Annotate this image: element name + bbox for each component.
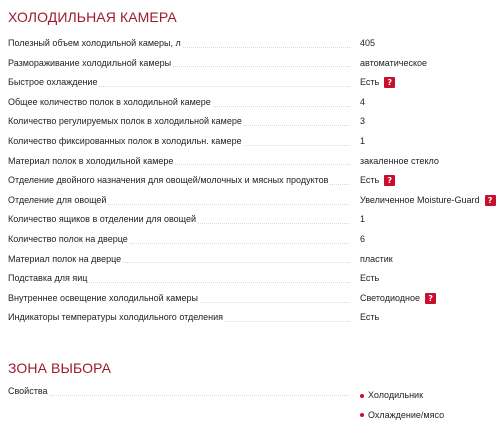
spec-label: Отделение для овощей xyxy=(8,194,107,205)
help-icon[interactable]: ? xyxy=(384,175,395,186)
dotted-leader xyxy=(244,125,350,126)
dotted-leader xyxy=(89,282,350,283)
list-item xyxy=(360,386,444,406)
help-icon[interactable]: ? xyxy=(384,77,395,88)
bullet-icon xyxy=(360,394,364,398)
spec-value: закаленное стекло xyxy=(360,155,439,166)
spec-row xyxy=(8,230,496,250)
spec-label: Материал полок на дверце xyxy=(8,253,122,264)
dotted-leader xyxy=(99,86,350,87)
spec-value: Есть xyxy=(360,77,380,88)
spec-label: Свойства xyxy=(8,386,48,396)
spec-label: Отделение двойного назначения для овощей/молочных и мясных продуктов xyxy=(8,175,329,186)
help-icon[interactable]: ? xyxy=(485,195,496,206)
spec-label: Полезный объем холодильной камеры, л xyxy=(8,38,181,48)
dotted-leader xyxy=(175,164,350,165)
dotted-leader xyxy=(244,145,350,146)
spec-label: Быстрое охлаждение xyxy=(8,77,98,88)
dotted-leader xyxy=(50,395,350,396)
spec-row xyxy=(8,308,496,328)
dotted-leader xyxy=(225,321,350,322)
spec-label: Количество регулируемых полок в холодильной камере xyxy=(8,116,242,127)
spec-row xyxy=(8,191,496,211)
fridge-spec-list xyxy=(8,34,496,328)
spec-row xyxy=(8,171,496,191)
dotted-leader xyxy=(123,262,350,263)
zone-spec-list xyxy=(8,382,496,420)
spec-row xyxy=(8,289,496,309)
list-item-label: Охлаждение/мясо xyxy=(368,409,445,420)
dotted-leader xyxy=(200,302,350,303)
spec-value: Увеличенное Moisture-Guard xyxy=(360,194,480,205)
zone-items-list xyxy=(360,386,444,425)
spec-row xyxy=(8,210,496,230)
spec-row xyxy=(8,54,496,74)
spec-value: 4 xyxy=(360,96,366,107)
list-item xyxy=(360,406,444,426)
spec-row xyxy=(8,250,496,270)
spec-value: Есть xyxy=(360,175,380,186)
dotted-leader xyxy=(108,204,350,205)
spec-value: автоматическое xyxy=(360,57,428,68)
spec-value: Есть xyxy=(360,312,380,323)
spec-row xyxy=(8,269,496,289)
spec-value: 3 xyxy=(360,116,366,127)
spec-value: 405 xyxy=(360,38,376,48)
spec-row xyxy=(8,34,496,54)
spec-row xyxy=(8,93,496,113)
dotted-leader xyxy=(198,223,350,224)
spec-label: Размораживание холодильной камеры xyxy=(8,57,172,68)
spec-row xyxy=(8,152,496,172)
dotted-leader xyxy=(213,106,350,107)
spec-row xyxy=(8,112,496,132)
section-title-fridge: ХОЛОДИЛЬНАЯ КАМЕРА xyxy=(8,9,177,25)
help-icon[interactable]: ? xyxy=(425,293,436,304)
spec-value: 1 xyxy=(360,214,366,225)
dotted-leader xyxy=(173,66,350,67)
spec-label: Количество полок на дверце xyxy=(8,233,128,244)
spec-label: Количество фиксированных полок в холодильн. камере xyxy=(8,135,242,146)
dotted-leader xyxy=(130,243,350,244)
spec-label: Внутреннее освещение холодильной камеры xyxy=(8,292,198,303)
section-title-zone: ЗОНА ВЫБОРА xyxy=(8,360,112,376)
spec-value: 1 xyxy=(360,135,366,146)
spec-label: Количество ящиков в отделении для овощей xyxy=(8,214,197,225)
spec-value: Светодиодное xyxy=(360,292,421,303)
spec-label: Индикаторы температуры холодильного отделения xyxy=(8,312,224,323)
spec-row xyxy=(8,132,496,152)
spec-label: Материал полок в холодильной камере xyxy=(8,155,174,166)
spec-value: пластик xyxy=(360,253,393,264)
dotted-leader xyxy=(183,47,350,48)
spec-row xyxy=(8,73,496,93)
spec-label: Общее количество полок в холодильной камере xyxy=(8,96,211,107)
spec-label: Подставка для яиц xyxy=(8,273,88,284)
bullet-icon xyxy=(360,413,364,417)
dotted-leader xyxy=(330,184,350,185)
list-item-label: Холодильник xyxy=(368,390,424,400)
spec-value: 6 xyxy=(360,233,366,244)
spec-value: Есть xyxy=(360,273,380,284)
